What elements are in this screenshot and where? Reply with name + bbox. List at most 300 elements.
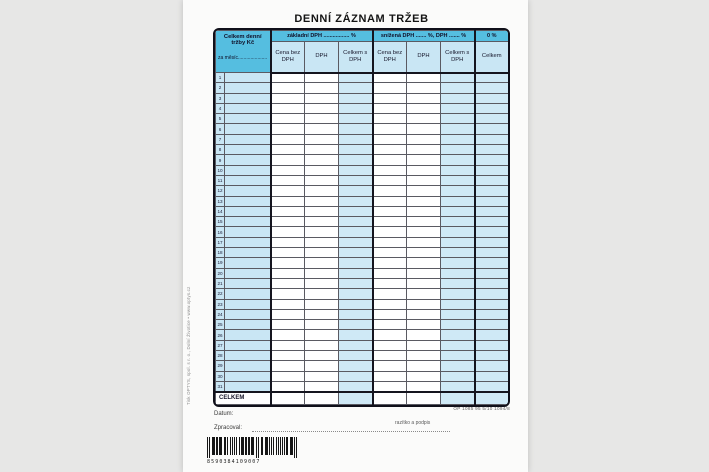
total-cell [475,392,509,405]
total-cell [305,392,339,405]
data-cell [373,299,407,309]
data-cell [441,309,475,319]
data-cell [475,186,509,196]
table-row [216,299,509,309]
data-cell [339,134,373,144]
form-title: DENNÍ ZÁZNAM TRŽEB [294,13,429,25]
data-cell [407,196,441,206]
row-number: 8 [216,145,225,155]
data-cell [305,361,339,371]
data-cell [339,227,373,237]
data-cell [271,227,305,237]
data-cell [407,217,441,227]
data-cell [475,351,509,361]
row-number: 17 [216,237,225,247]
row-number: 6 [216,124,225,134]
data-cell [305,371,339,381]
data-cell [475,217,509,227]
data-cell [271,289,305,299]
table-row [216,83,509,93]
daily-total-cell [225,258,271,268]
data-cell [271,103,305,113]
daily-total-cell [225,309,271,319]
data-cell [475,114,509,124]
data-cell [339,248,373,258]
row-number: 28 [216,351,225,361]
row-number: 9 [216,155,225,165]
data-cell [271,309,305,319]
data-cell [305,165,339,175]
data-cell [339,237,373,247]
daily-total-cell [225,340,271,350]
data-cell [441,340,475,350]
data-cell [441,186,475,196]
data-cell [305,258,339,268]
row-number: 4 [216,103,225,113]
data-cell [407,309,441,319]
data-cell [407,134,441,144]
data-cell [441,381,475,391]
table-row [216,309,509,319]
data-cell [339,309,373,319]
row-number: 1 [216,73,225,83]
data-cell [475,134,509,144]
left-header-title: Celkem denní tržby Kč [223,34,262,46]
data-cell [407,351,441,361]
data-cell [305,93,339,103]
table-row [216,114,509,124]
table-row [216,371,509,381]
daily-total-cell [225,351,271,361]
data-cell [441,73,475,83]
data-cell [339,258,373,268]
data-cell [407,165,441,175]
table-row [216,134,509,144]
data-cell [407,73,441,83]
data-cell [339,381,373,391]
daily-total-cell [225,124,271,134]
data-cell [305,227,339,237]
data-cell [271,124,305,134]
table-row [216,237,509,247]
data-cell [339,361,373,371]
table-row [216,289,509,299]
data-cell [407,258,441,268]
data-cell [305,103,339,113]
data-cell [305,351,339,361]
data-cell [373,73,407,83]
data-cell [475,73,509,83]
data-cell [271,206,305,216]
left-header-month: za měsíc..................... [218,55,268,61]
data-cell [475,258,509,268]
data-cell [339,268,373,278]
data-cell [407,289,441,299]
data-cell [441,196,475,206]
data-cell [475,381,509,391]
table-row [216,175,509,185]
data-cell [339,217,373,227]
daily-total-cell [225,134,271,144]
data-cell [373,114,407,124]
barcode [207,437,297,465]
row-number: 7 [216,134,225,144]
total-cell [441,392,475,405]
data-cell [407,381,441,391]
data-cell [339,351,373,361]
daily-total-cell [225,268,271,278]
data-cell [339,278,373,288]
data-cell [339,124,373,134]
data-cell [339,114,373,124]
data-cell [475,83,509,93]
data-cell [305,175,339,185]
total-cell [271,392,305,405]
col-header-vat-1: DPH [305,42,339,73]
table-row [216,206,509,216]
table-row [216,381,509,391]
barcode-digits: 8590384109007 [207,459,261,465]
data-cell [475,124,509,134]
data-cell [475,175,509,185]
data-cell [407,371,441,381]
data-cell [305,340,339,350]
data-cell [305,196,339,206]
daily-total-cell [225,248,271,258]
daily-total-cell [225,196,271,206]
data-cell [475,237,509,247]
data-cell [305,155,339,165]
data-cell [305,83,339,93]
daily-total-cell [225,165,271,175]
data-cell [441,103,475,113]
group-header-row [216,31,509,42]
data-cell [475,320,509,330]
processed-by-label: Zpracoval: [214,425,243,431]
data-cell [475,371,509,381]
data-cell [271,134,305,144]
data-cell [373,309,407,319]
data-cell [441,155,475,165]
data-cell [373,330,407,340]
table-row [216,217,509,227]
data-cell [305,73,339,83]
row-number: 19 [216,258,225,268]
data-cell [271,93,305,103]
data-cell [305,289,339,299]
data-cell [441,320,475,330]
row-number: 5 [216,114,225,124]
data-cell [441,330,475,340]
col-header-vat-2: DPH [407,42,441,73]
data-cell [475,330,509,340]
table-row [216,278,509,288]
data-cell [271,381,305,391]
data-cell [373,278,407,288]
table-row [216,196,509,206]
data-cell [271,351,305,361]
data-cell [271,73,305,83]
group-header-zero-vat: 0 % [475,31,509,42]
row-number: 12 [216,186,225,196]
data-cell [339,340,373,350]
left-header-cell [216,31,271,73]
data-cell [373,93,407,103]
data-cell [475,206,509,216]
total-cell [373,392,407,405]
data-cell [271,268,305,278]
daily-total-cell [225,361,271,371]
data-cell [373,186,407,196]
table-row [216,248,509,258]
data-cell [305,309,339,319]
data-cell [373,165,407,175]
data-cell [339,73,373,83]
data-cell [373,196,407,206]
row-number: 2 [216,83,225,93]
row-number: 3 [216,93,225,103]
data-cell [339,165,373,175]
data-cell [339,83,373,93]
row-number: 16 [216,227,225,237]
data-cell [475,289,509,299]
total-row [216,392,509,405]
daily-total-cell [225,145,271,155]
daily-total-cell [225,237,271,247]
print-order-code: OP 1085 95 5/10 1094/8 [453,406,510,411]
table-row [216,145,509,155]
data-cell [441,145,475,155]
row-number: 18 [216,248,225,258]
daily-total-cell [225,186,271,196]
data-cell [441,237,475,247]
table-row [216,73,509,83]
data-cell [475,155,509,165]
total-label: CELKEM [216,392,271,405]
daily-total-cell [225,371,271,381]
data-cell [441,351,475,361]
data-cell [407,340,441,350]
row-number: 27 [216,340,225,350]
data-cell [441,227,475,237]
table-row [216,258,509,268]
data-cell [339,289,373,299]
row-number: 26 [216,330,225,340]
data-cell [475,165,509,175]
daily-total-cell [225,73,271,83]
data-cell [305,381,339,391]
daily-total-cell [225,299,271,309]
daily-total-cell [225,175,271,185]
data-cell [475,278,509,288]
data-cell [373,258,407,268]
data-cell [441,114,475,124]
table-row [216,330,509,340]
row-number: 25 [216,320,225,330]
data-cell [373,289,407,299]
data-cell [407,268,441,278]
data-cell [475,196,509,206]
data-cell [271,196,305,206]
date-label: Datum: [214,411,234,417]
data-cell [305,206,339,216]
row-number: 13 [216,196,225,206]
data-cell [271,320,305,330]
data-cell [305,134,339,144]
data-cell [339,186,373,196]
data-cell [339,155,373,165]
data-cell [407,103,441,113]
row-number: 30 [216,371,225,381]
table-row [216,340,509,350]
data-cell [441,124,475,134]
daily-total-cell [225,381,271,391]
data-cell [305,268,339,278]
data-cell [475,268,509,278]
data-cell [407,206,441,216]
barcode-bars [207,437,297,458]
data-cell [305,186,339,196]
data-cell [373,83,407,93]
row-number: 22 [216,289,225,299]
group-header-reduced-vat: snížená DPH ....... %, DPH ....... % [373,31,475,42]
data-cell [441,175,475,185]
data-cell [271,186,305,196]
data-cell [271,299,305,309]
col-header-total: Celkem [475,42,509,73]
daily-total-cell [225,289,271,299]
data-cell [339,371,373,381]
data-cell [373,103,407,113]
daily-total-cell [225,227,271,237]
data-cell [407,186,441,196]
row-number: 31 [216,381,225,391]
daily-total-cell [225,206,271,216]
data-cell [271,145,305,155]
data-cell [475,299,509,309]
data-cell [373,381,407,391]
data-cell [373,134,407,144]
col-header-price-excl-vat-1: Cena bez DPH [271,42,305,73]
data-cell [441,134,475,144]
table-row [216,361,509,371]
data-cell [271,217,305,227]
data-cell [305,320,339,330]
data-cell [271,330,305,340]
data-cell [441,361,475,371]
data-cell [271,340,305,350]
data-cell [407,227,441,237]
daily-total-cell [225,217,271,227]
row-number: 15 [216,217,225,227]
table-row [216,320,509,330]
data-cell [373,227,407,237]
row-number: 29 [216,361,225,371]
data-cell [339,145,373,155]
data-cell [271,361,305,371]
data-cell [305,124,339,134]
data-cell [441,217,475,227]
col-header-total-incl-vat-1: Celkem s DPH [339,42,373,73]
data-cell [441,93,475,103]
data-cell [339,206,373,216]
data-cell [441,289,475,299]
data-cell [305,248,339,258]
data-cell [407,83,441,93]
daily-total-cell [225,93,271,103]
data-cell [475,361,509,371]
data-cell [407,114,441,124]
data-cell [373,124,407,134]
data-cell [407,248,441,258]
daily-total-cell [225,103,271,113]
data-cell [475,340,509,350]
data-cell [475,103,509,113]
data-cell [407,93,441,103]
table-row [216,124,509,134]
data-cell [407,330,441,340]
data-cell [475,93,509,103]
data-cell [271,114,305,124]
data-cell [373,206,407,216]
table-row [216,268,509,278]
data-cell [373,217,407,227]
data-cell [407,175,441,185]
data-cell [373,361,407,371]
data-cell [271,83,305,93]
data-cell [305,114,339,124]
data-cell [271,371,305,381]
row-number: 23 [216,299,225,309]
sales-record-table [213,28,510,407]
data-cell [407,145,441,155]
data-cell [339,330,373,340]
data-cell [373,340,407,350]
printer-info-vertical-text: Tisk OPTYS, spol. s r. o., Dolní Životice • www.optys.cz [186,286,191,405]
data-cell [441,371,475,381]
data-cell [475,227,509,237]
data-cell [339,320,373,330]
data-cell [407,278,441,288]
col-header-price-excl-vat-2: Cena bez DPH [373,42,407,73]
daily-total-cell [225,278,271,288]
data-cell [339,175,373,185]
daily-total-cell [225,330,271,340]
data-cell [407,299,441,309]
table-row [216,155,509,165]
data-cell [339,196,373,206]
data-cell [407,361,441,371]
data-cell [441,83,475,93]
data-cell [373,248,407,258]
data-cell [373,320,407,330]
total-cell [407,392,441,405]
daily-total-cell [225,155,271,165]
data-cell [441,268,475,278]
data-cell [407,320,441,330]
row-number: 10 [216,165,225,175]
data-cell [475,309,509,319]
row-number: 11 [216,175,225,185]
data-cell [271,248,305,258]
data-cell [305,299,339,309]
group-header-standard-vat: základní DPH ................. % [271,31,373,42]
table-row [216,103,509,113]
data-cell [407,155,441,165]
data-cell [373,371,407,381]
data-cell [441,299,475,309]
data-cell [475,145,509,155]
